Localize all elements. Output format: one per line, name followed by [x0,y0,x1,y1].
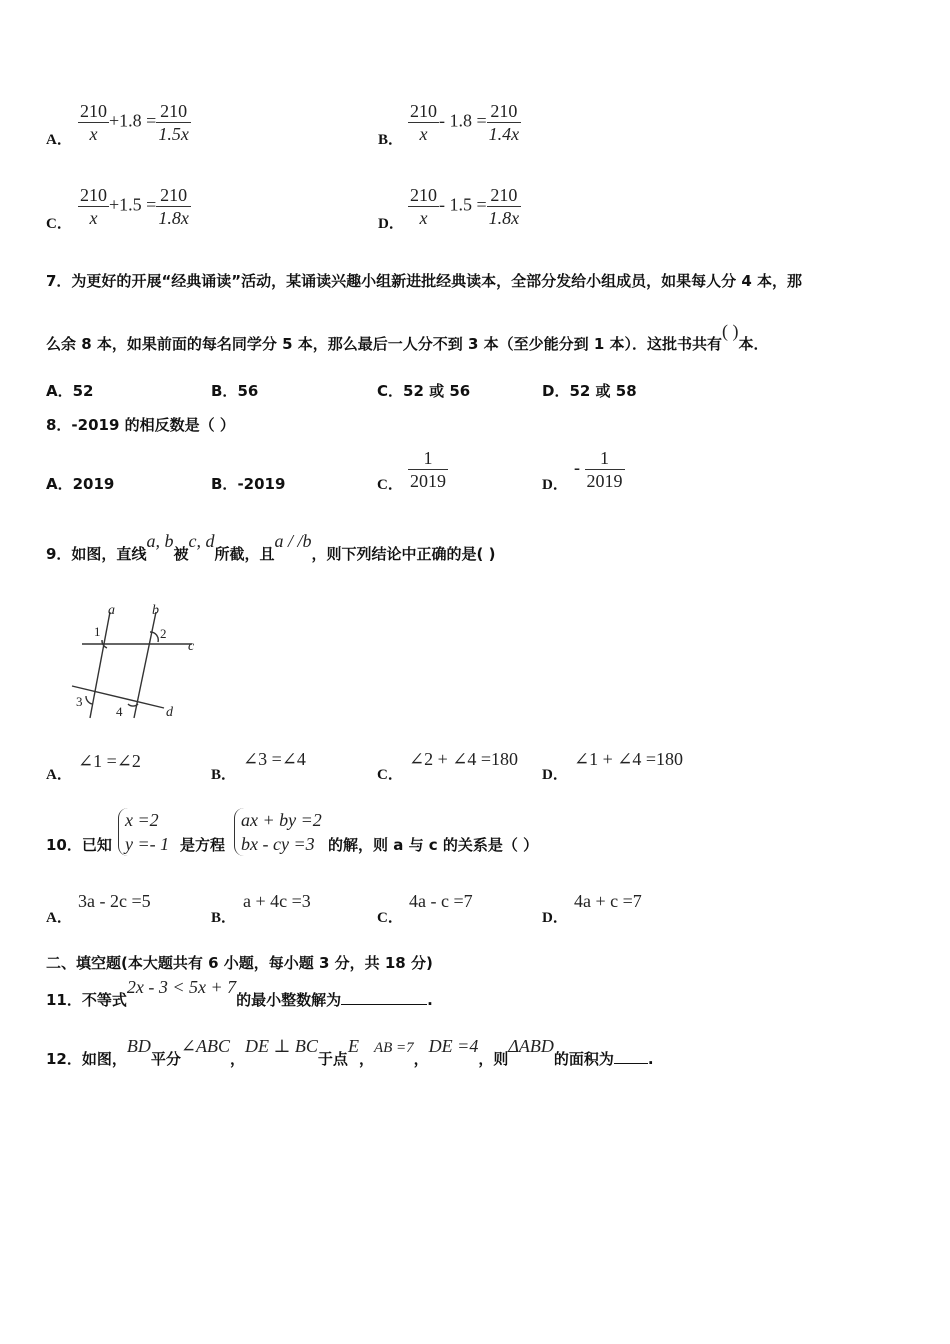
q9-option-d-label: D． [542,767,568,783]
fig-label-b: b [152,603,159,618]
q9-option-b-expr: ∠3 =∠4 [243,749,306,769]
q12-answer-blank [614,1049,648,1064]
q10-stem-end: 的解，则 a 与 c 的关系是（ ） [328,836,539,854]
q10-option-d-expr: 4a + c =7 [574,891,642,911]
q10-option-a-expr: 3a - 2c =5 [78,891,151,911]
q9-option-d-expr: ∠1 + ∠4 =180 [574,749,683,769]
q10-option-b-label: B． [211,910,237,926]
q6-option-c-formula: $\frac{210}{x}$ +1.5 = $\frac{210}{1.8x}$ [80,185,189,228]
q7-option-c: C．52 或 56 [377,382,471,400]
q6-option-b-formula: $\frac{210}{x}$ - 1.8 = $\frac{210}{1.4x}$ [410,101,520,144]
q8-stem: 8．-2019 的相反数是（ ） [46,416,235,434]
q10-option-d-label: D． [542,910,568,926]
q6-option-c-label: C． [46,216,72,232]
q8-option-a: A．2019 [46,475,115,493]
q6-option-d-formula: $\frac{210}{x}$ - 1.5 = $\frac{210}{1.8x}$ [410,185,520,228]
q8-option-b: B．-2019 [211,475,286,493]
fig-angle-3: 3 [76,694,83,709]
q10-option-b-expr: a + 4c =3 [243,891,311,911]
fig-angle-4: 4 [116,704,123,719]
q7-stem-line1: 7．为更好的开展“经典诵读”活动，某诵读兴趣小组新进批经典读本，全部分发给小组成员，如果每人分 4 本，那 [46,272,803,290]
q7-stem-line2: 么余 8 本，如果前面的每名同学分 5 本，那么最后一人分不到 3 本（至少能分到 1 本）．这批书共有( )本． [46,321,769,353]
fig-label-d: d [166,705,173,720]
q10-option-c-label: C． [377,910,403,926]
q6-option-a-label: A． [46,132,72,148]
q7-option-b: B．56 [211,382,259,400]
section-2-heading: 二、填空题(本大题共有 6 小题，每小题 3 分，共 18 分) [46,954,433,972]
q7-option-d: D．52 或 58 [542,382,637,400]
q10-option-c-expr: 4a - c =7 [409,891,473,911]
q6-option-d-label: D． [378,216,404,232]
q9-stem: 9．如图，直线a, b被c, d所截，且a / /b，则下列结论中正确的是( ) [46,531,496,563]
q8-option-c-fraction: $\frac{1}{2019}$ [410,448,446,491]
q12-stem: 12．如图，BD平分∠ABC，DE ⊥ BC于点E，AB =7，DE =4，则ΔABD的面积为 . [46,1036,654,1068]
q9-option-a-expr: ∠1 =∠2 [78,751,141,771]
q10-option-a-label: A． [46,910,72,926]
q9-option-b-label: B． [211,767,237,783]
q7-option-a: A．52 [46,382,94,400]
fig-angle-2: 2 [160,626,167,641]
q8-option-d-label: D． [542,477,568,493]
q10-system-2: ax + by =2 bx - cy =3 [234,808,322,856]
fig-angle-1: 1 [94,624,101,639]
q9-figure [68,600,208,725]
q10-system-1: x =2 y =- 1 [118,808,169,856]
fig-label-c: c [188,639,195,654]
fig-label-a: a [108,603,115,618]
q6-option-b-label: B． [378,132,404,148]
q9-option-a-label: A． [46,767,72,783]
q11-answer-blank [341,990,427,1005]
q9-option-c-expr: ∠2 + ∠4 =180 [409,749,518,769]
q7-answer-paren: ( ) [722,321,739,341]
angle-3-arc [86,696,92,704]
q6-option-a-formula: $\frac{210}{x}$ +1.8 = $\frac{210}{1.5x}$ [80,101,189,144]
q9-option-c-label: C． [377,767,403,783]
q8-option-c-label: C． [377,477,403,493]
q10-stem-start: 10．已知 [46,836,112,854]
q8-option-d-fraction: - $\frac{1}{2019}$ [574,448,623,491]
q10-stem-mid: 是方程 [180,836,226,854]
q11-stem: 11．不等式2x - 3 < 5x + 7的最小整数解为 . [46,977,433,1009]
